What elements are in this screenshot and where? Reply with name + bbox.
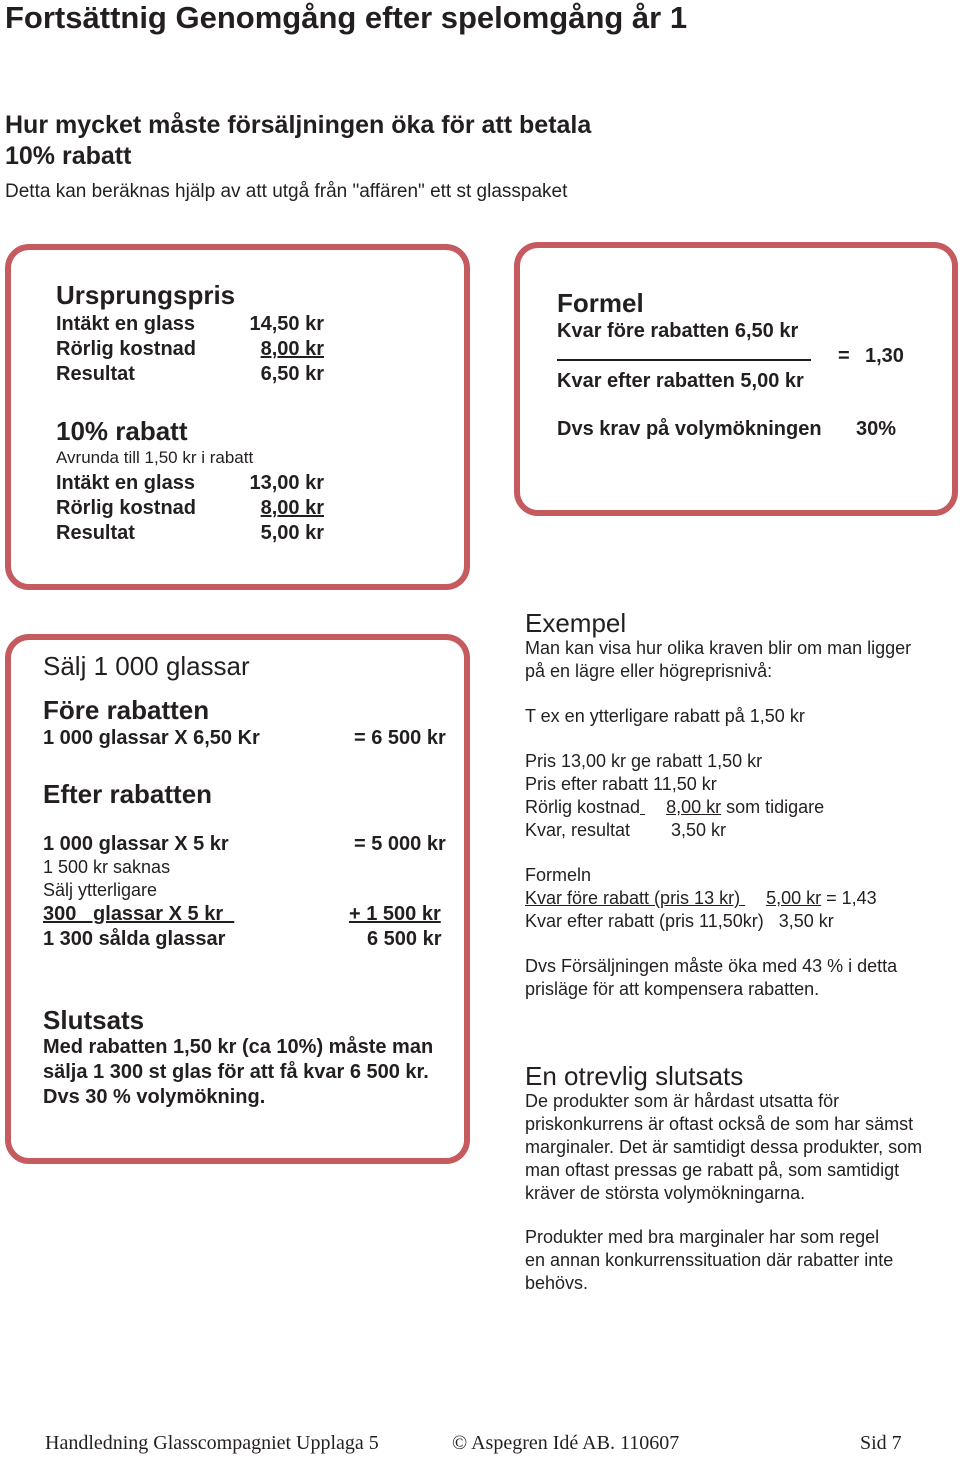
extra-calc: 300 glassar X 5 kr bbox=[43, 903, 235, 925]
formula-denominator: Kvar efter rabatten 5,00 kr bbox=[557, 370, 804, 392]
after-result: = 5 000 kr bbox=[354, 833, 446, 855]
original-price-box bbox=[5, 244, 470, 590]
after-calc: 1 000 glassar X 5 kr bbox=[43, 833, 229, 855]
example-heading: Exempel bbox=[525, 608, 627, 638]
example-intro: Man kan visa hur olika kraven blir om man ligger bbox=[525, 638, 912, 658]
example-price-line: Pris 13,00 kr ge rabatt 1,50 kr bbox=[525, 751, 763, 771]
unpleasant-line: man oftast pressas ge rabatt på, som samtidigt bbox=[525, 1160, 900, 1180]
cost-label: Rörlig kostnad bbox=[525, 797, 641, 817]
formula-heading-example: Formeln bbox=[525, 865, 592, 885]
row-label: Intäkt en glass bbox=[56, 472, 195, 494]
example-extra-discount: T ex en ytterligare rabatt på 1,50 kr bbox=[525, 706, 805, 726]
row-value: 8,00 kr bbox=[260, 338, 324, 360]
discount-rows bbox=[56, 471, 356, 546]
example-conclusion: prisläge för att kompensera rabatten. bbox=[525, 979, 820, 999]
sales-heading: Sälj 1 000 glassar bbox=[43, 651, 250, 681]
page-title: Fortsättnig Genomgång efter spelomgång år 1 bbox=[5, 0, 688, 35]
unpleasant-line: Produkter med bra marginaler har som regel bbox=[525, 1227, 880, 1247]
formula-conclusion-label: Dvs krav på volymökningen bbox=[557, 418, 822, 440]
table-row bbox=[56, 471, 356, 496]
unpleasant-line: behövs. bbox=[525, 1273, 589, 1293]
cost-suffix: som tidigare bbox=[721, 797, 825, 817]
formula-num-value: 5,00 kr bbox=[766, 888, 822, 908]
discount-note: Avrunda till 1,50 kr i rabatt bbox=[56, 448, 254, 467]
cost-value: 8,00 kr bbox=[666, 797, 722, 817]
formula-num-label: Kvar före rabatt (pris 13 kr) bbox=[525, 888, 741, 908]
table-row bbox=[56, 521, 356, 546]
extra-result: + 1 500 kr bbox=[349, 903, 441, 925]
example-result-value: 3,50 kr bbox=[671, 820, 727, 840]
unpleasant-line: priskonkurrens är oftast också de som har sämst bbox=[525, 1114, 914, 1134]
row-value: 6,50 kr bbox=[260, 363, 324, 385]
row-value: 13,00 kr bbox=[249, 472, 324, 494]
formula-result-example: = 1,43 bbox=[821, 888, 877, 908]
missing-amount: 1 500 kr saknas bbox=[43, 857, 171, 877]
row-value: 14,50 kr bbox=[249, 313, 324, 335]
conclusion-line: Med rabatten 1,50 kr (ca 10%) måste man bbox=[43, 1036, 434, 1058]
row-label: Resultat bbox=[56, 522, 135, 544]
example-formula-denominator: Kvar efter rabatt (pris 11,50kr) 3,50 kr bbox=[525, 911, 834, 931]
row-label: Resultat bbox=[56, 363, 135, 385]
footer-left: Handledning Glasscompagniet Upplaga 5 bbox=[45, 1432, 379, 1454]
footer-center: © Aspegren Idé AB. 110607 bbox=[452, 1432, 680, 1454]
formula-result: 1,30 bbox=[865, 345, 904, 367]
unpleasant-line: De produkter som är hårdast utsatta för bbox=[525, 1091, 840, 1111]
formula-box bbox=[514, 242, 958, 516]
row-label: Intäkt en glass bbox=[56, 313, 195, 335]
total-result: 6 500 kr bbox=[367, 928, 442, 950]
example-after-line: Pris efter rabatt 11,50 kr bbox=[525, 774, 717, 794]
row-label: Rörlig kostnad bbox=[56, 338, 197, 360]
original-rows bbox=[56, 312, 356, 387]
formula-numerator: Kvar före rabatten 6,50 kr bbox=[557, 320, 799, 342]
formula-equals: = bbox=[838, 345, 850, 367]
original-heading: Ursprungspris bbox=[56, 280, 236, 310]
before-result: = 6 500 kr bbox=[354, 727, 446, 749]
example-cost-line bbox=[525, 796, 824, 819]
footer-page-number: Sid 7 bbox=[860, 1432, 902, 1454]
sell-more: Sälj ytterligare bbox=[43, 880, 158, 900]
example-formula-numerator bbox=[525, 887, 877, 910]
table-row bbox=[56, 362, 356, 387]
row-value: 8,00 kr bbox=[260, 497, 324, 519]
unpleasant-line: kräver de största volymökningarna. bbox=[525, 1183, 806, 1203]
fraction-line bbox=[557, 359, 811, 361]
conclusion-line: Dvs 30 % volymökning. bbox=[43, 1086, 266, 1108]
formula-conclusion-value: 30% bbox=[856, 418, 897, 440]
example-intro: på en lägre eller högreprisnivå: bbox=[525, 661, 773, 681]
intro-text: Detta kan beräknas hjälp av att utgå från "affären" ett st glasspaket bbox=[5, 181, 568, 202]
unpleasant-line: en annan konkurrenssituation där rabatter inte bbox=[525, 1250, 894, 1270]
formula-heading: Formel bbox=[557, 288, 644, 318]
intro-heading-line2: 10% rabatt bbox=[5, 142, 132, 170]
row-value: 5,00 kr bbox=[260, 522, 324, 544]
conclusion-line: sälja 1 300 st glas för att få kvar 6 500 kr. bbox=[43, 1061, 429, 1083]
unpleasant-line: marginaler. Det är samtidigt dessa produkter, som bbox=[525, 1137, 923, 1157]
intro-heading-line1: Hur mycket måste försäljningen öka för att betala bbox=[5, 111, 592, 139]
before-calc: 1 000 glassar X 6,50 Kr bbox=[43, 727, 260, 749]
before-heading: Före rabatten bbox=[43, 695, 210, 725]
total-calc: 1 300 sålda glassar bbox=[43, 928, 226, 950]
discount-heading: 10% rabatt bbox=[56, 416, 188, 446]
table-row bbox=[56, 496, 356, 521]
unpleasant-heading: En otrevlig slutsats bbox=[525, 1061, 744, 1091]
conclusion-heading: Slutsats bbox=[43, 1005, 145, 1035]
after-heading: Efter rabatten bbox=[43, 779, 213, 809]
row-label: Rörlig kostnad bbox=[56, 497, 197, 519]
table-row bbox=[56, 337, 356, 362]
example-result-label: Kvar, resultat bbox=[525, 820, 631, 840]
table-row bbox=[56, 312, 356, 337]
sales-box bbox=[5, 634, 470, 1164]
example-conclusion: Dvs Försäljningen måste öka med 43 % i detta bbox=[525, 956, 898, 976]
